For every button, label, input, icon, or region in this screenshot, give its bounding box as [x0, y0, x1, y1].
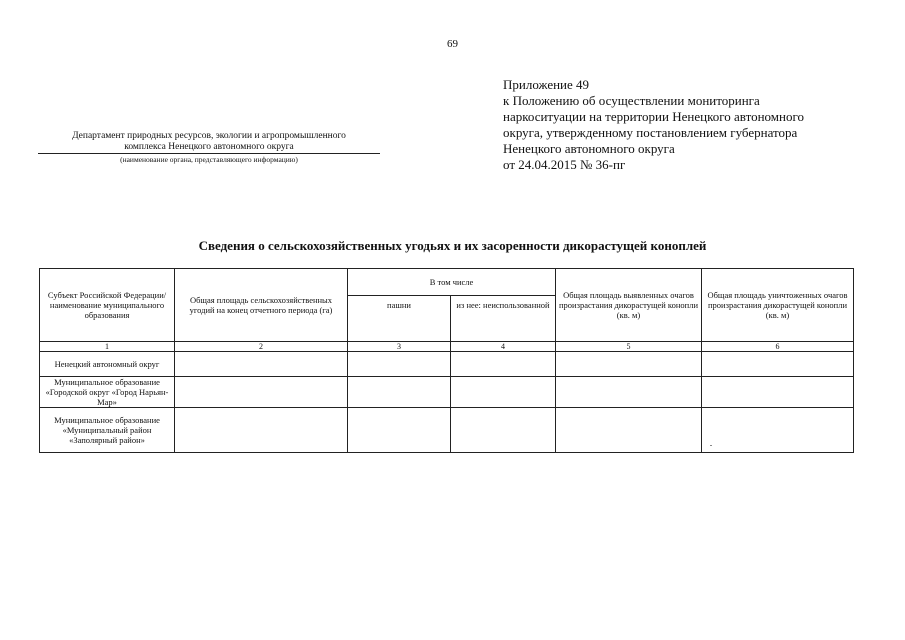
header-unused: из нее: неиспользованной [451, 296, 556, 342]
header-subject: Субъект Российской Федерации/ наименование муниципального образования [40, 269, 175, 342]
report-table [39, 268, 854, 453]
table-cell [702, 408, 854, 453]
appendix-block [503, 77, 883, 173]
appendix-line: Ненецкого автономного округа [503, 141, 675, 156]
department-caption: (наименование органа, представляющего информацию) [120, 155, 298, 164]
column-number: 6 [702, 342, 854, 352]
column-number-row [40, 342, 854, 352]
row-name: Ненецкий автономный округ [40, 352, 175, 377]
table-row [40, 352, 854, 377]
department-underline [38, 153, 380, 154]
scan-speck [710, 445, 712, 446]
appendix-line: к Положению об осуществлении мониторинга [503, 93, 760, 108]
page-number: 69 [447, 38, 458, 50]
table-cell [702, 352, 854, 377]
table-cell [348, 352, 451, 377]
table-cell [702, 377, 854, 408]
column-number: 5 [556, 342, 702, 352]
table-cell [348, 377, 451, 408]
table-cell [556, 377, 702, 408]
appendix-line: от 24.04.2015 № 36-пг [503, 157, 626, 172]
table-cell [175, 377, 348, 408]
header-including: В том числе [348, 269, 556, 296]
appendix-line: округа, утвержденному постановлением губернатора [503, 125, 798, 140]
document-title: Сведения о сельскохозяйственных угодьях и их засоренности дикорастущей коноплей [198, 238, 707, 253]
table-cell [556, 352, 702, 377]
column-number: 3 [348, 342, 451, 352]
row-name: Муниципальное образование «Муниципальный район «Заполярный район» [40, 408, 175, 453]
header-total-area: Общая площадь сельскохозяйственных угодий на конец отчетного периода (га) [175, 269, 348, 342]
column-number: 2 [175, 342, 348, 352]
table-cell [175, 352, 348, 377]
department-line: Департамент природных ресурсов, экологии и агропромышленного [72, 131, 346, 141]
table-row [40, 377, 854, 408]
department-line: комплекса Ненецкого автономного округа [124, 142, 294, 152]
table-cell [451, 408, 556, 453]
department-name [38, 131, 380, 153]
table-cell [451, 352, 556, 377]
table-cell [451, 377, 556, 408]
table-cell [348, 408, 451, 453]
header-detected-area: Общая площадь выявленных очагов произрастания дикорастущей конопли (кв. м) [556, 269, 702, 342]
table-cell [175, 408, 348, 453]
appendix-line: Приложение 49 [503, 77, 590, 92]
header-destroyed-area: Общая площадь уничтоженных очагов произрастания дикорастущей конопли (кв. м) [702, 269, 854, 342]
row-name: Муниципальное образование «Городской округ «Город Нарьян-Мар» [40, 377, 175, 408]
table-row [40, 408, 854, 453]
column-number: 4 [451, 342, 556, 352]
column-number: 1 [40, 342, 175, 352]
header-arable: пашни [348, 296, 451, 342]
appendix-line: наркоситуации на территории Ненецкого автономного [503, 109, 804, 124]
table-cell [556, 408, 702, 453]
